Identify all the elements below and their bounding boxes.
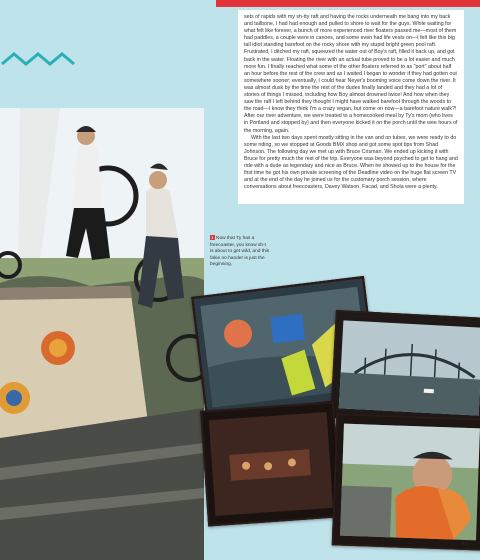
- page-number: 41: [461, 540, 469, 547]
- film-photo-night: [200, 401, 342, 526]
- article-paragraph-2: With the last two days spent mostly sitting in the van and on tubes, we were ready to do some riding, so we stopped at Goods BMX shop and got some spot tips from Shad Johnson. The following day we met up with Bruce Crisman. We ended up kicking it with Bruce for pretty much the rest of the trip. Everyone was beyond psyched to get to hang and ride with a dude as legendary and nice as Bruce. When he showed up to the house for the first time he got his own private screening of the Deadline video on the huge flat screen TV and at the end of the day he joined us for the customary porch session, where conversations about freecoasters, Davey Watson, Facad, and Shola were a plenty.: [244, 134, 458, 191]
- photo-illustration: [0, 108, 204, 560]
- film-photo-bridge: [330, 310, 480, 426]
- article-text-box: [238, 10, 464, 204]
- film-photo-snack-image: [334, 415, 480, 548]
- zigzag-ornament: [0, 48, 80, 72]
- top-accent-bar: [216, 0, 480, 7]
- film-photo-bridge-image: [332, 312, 480, 424]
- article-paragraph-1: sets of rapids with my sh-tty raft and having the rocks underneath me bang into my back and tailbone, I had had enough and pulled to shore to wait for the guys. While waiting for what felt like forever, a bunch of more experienced river floaters passed me—most of them had paddles, a couple were in canoes, and some even had life vests on—I felt like this big tall idiot standing barefoot on the rocky shore with my stupid bright green pool raft. Frustrated, I ditched my raft, squeezed the water out of Boy's raft, filled it back up, and got back in the water. Floating the river with an actual tube proved to be a lot easier and much more fun. I finally reached what some of the other floaters referred to as "port" about half an hour before the rest of the crew and as I waited I began to wonder if they had gotten out somewhere sooner; eventually, I could hear Neyer's booming voice come down the river. It was almost dusk by the time the rest of the dudes finally landed and they had a lot of stories of things I missed, including how Boy almost drowned twice! And how when they saw the raft I left behind they thought I might have walked barefoot through the woods to the road—I know they think I'm a crazy vegan, but come on now—a barefoot nature walk?! After our river adventure, we were treated to a homecooked meal by Ty's mom (who lives in Portland and stopped by) and then everyone kicked it on the porch until the wee hours of the morning, again.: [244, 14, 458, 134]
- film-photo-snack: [332, 413, 480, 550]
- film-photo-night-image: [202, 404, 339, 525]
- main-photo-bmx-riders: [0, 108, 204, 560]
- caption-number-badge: 1: [211, 235, 214, 240]
- caption-text: Now that Ty has a freecoaster, you know sh-t is about to get wild, and this fakie no hander is just the beginning.: [210, 236, 270, 268]
- photo-caption: [210, 235, 270, 269]
